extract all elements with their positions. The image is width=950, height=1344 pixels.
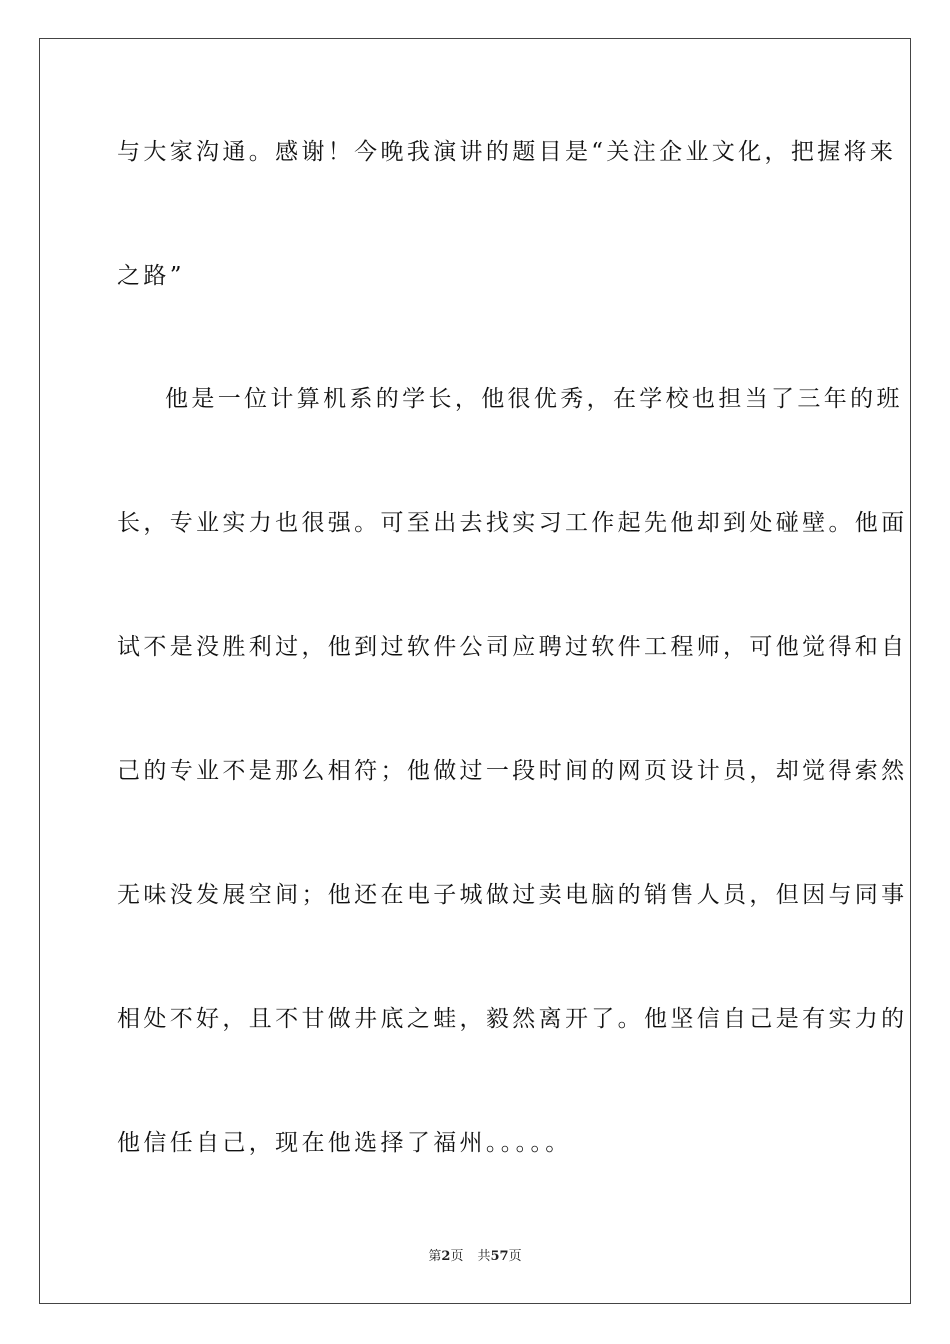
- page-prefix: 第: [428, 1249, 442, 1264]
- total-pages: 57: [490, 1249, 509, 1264]
- page-footer: [0, 1248, 950, 1266]
- page-suffix: 页: [450, 1249, 464, 1264]
- page-border: [39, 38, 911, 1304]
- text-line: 与大家沟通。感谢！今晚我演讲的题目是“关注企业文化，把握将来: [117, 139, 897, 165]
- page-number: 2: [441, 1249, 451, 1264]
- total-suffix: 页: [508, 1249, 522, 1264]
- paragraph-first-line: 他是一位计算机系的学长，他很优秀，在学校也担当了三年的班: [165, 386, 903, 412]
- text-line: 相处不好，且不甘做井底之蛙，毅然离开了。他坚信自己是有实力的: [117, 1006, 908, 1032]
- text-line: 长，专业实力也很强。可至出去找实习工作起先他却到处碰壁。他面: [117, 510, 908, 536]
- text-line: 己的专业不是那么相符；他做过一段时间的网页设计员，却觉得索然: [117, 758, 908, 784]
- text-line: 之路”: [117, 263, 185, 289]
- text-line: 他信任自己，现在他选择了福州。。。。。: [117, 1130, 572, 1156]
- text-line: 无味没发展空间；他还在电子城做过卖电脑的销售人员，但因与同事: [117, 882, 908, 908]
- text-line: 试不是没胜利过，他到过软件公司应聘过软件工程师，可他觉得和自: [117, 634, 908, 660]
- total-prefix: 共: [477, 1249, 491, 1264]
